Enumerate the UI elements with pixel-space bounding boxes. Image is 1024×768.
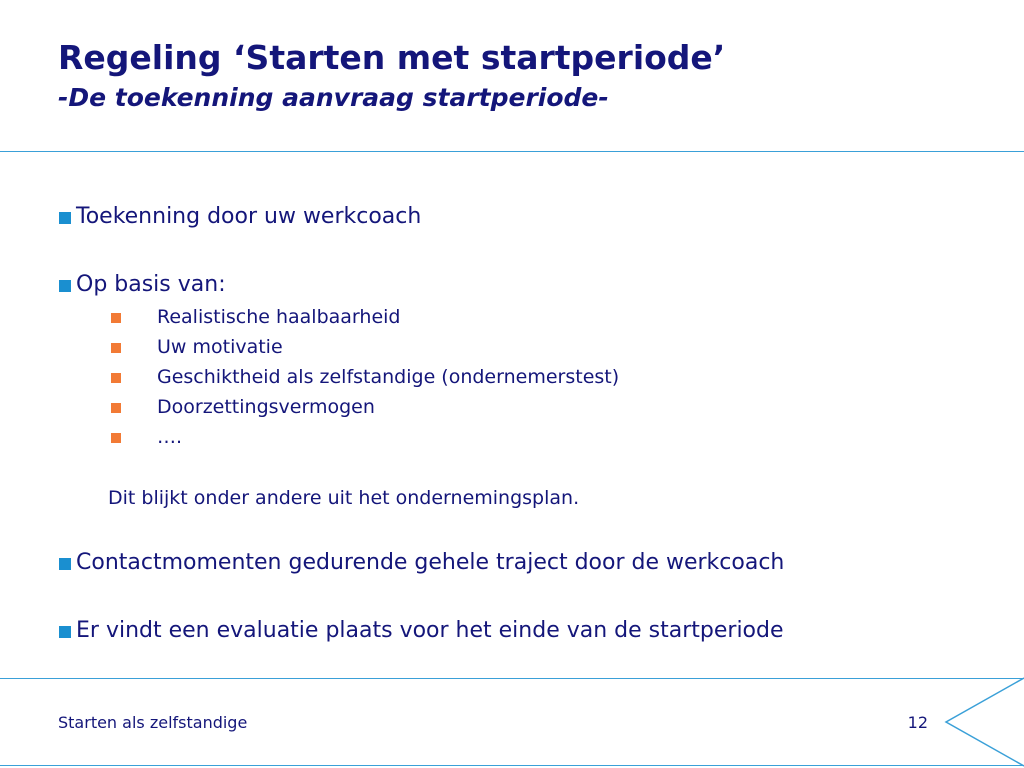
square-bullet-icon [111, 403, 121, 413]
bottom-border [0, 765, 1024, 766]
slide-subtitle: -De toekenning aanvraag startperiode- [58, 83, 609, 112]
page-number: 12 [907, 713, 928, 732]
chevron-left-icon [940, 676, 1024, 768]
sub-bullet-text: …. [157, 426, 183, 448]
spacer [58, 452, 998, 483]
square-bullet-icon [59, 212, 71, 224]
bullet-text: Op basis van: [76, 272, 226, 297]
bullet-item [58, 614, 998, 648]
bullet-text: Er vindt een evaluatie plaats voor het einde van de startperiode [76, 618, 784, 643]
square-bullet-icon [59, 280, 71, 292]
sub-bullet-text: Geschiktheid als zelfstandige (ondernemerstest) [157, 366, 620, 388]
square-bullet-icon [111, 433, 121, 443]
bullet-item [58, 546, 998, 580]
footer-title: Starten als zelfstandige [58, 713, 248, 732]
square-bullet-icon [111, 373, 121, 383]
bullet-text: Toekenning door uw werkcoach [76, 204, 422, 229]
sub-bullet-list [58, 302, 998, 452]
square-bullet-icon [111, 313, 121, 323]
slide-title: Regeling ‘Starten met startperiode’ [58, 38, 726, 77]
spacer [58, 580, 998, 614]
sub-bullet-item [58, 332, 998, 362]
square-bullet-icon [59, 626, 71, 638]
square-bullet-icon [111, 343, 121, 353]
sub-bullet-item [58, 392, 998, 422]
spacer [58, 513, 998, 546]
bullet-item [58, 268, 998, 302]
spacer [58, 234, 998, 268]
bullet-text: Contactmomenten gedurende gehele traject door de werkcoach [76, 550, 785, 575]
footer-divider [0, 678, 1024, 679]
sub-bullet-text: Doorzettingsvermogen [157, 396, 375, 418]
sub-bullet-text: Uw motivatie [157, 336, 283, 358]
sub-bullet-item [58, 422, 998, 452]
square-bullet-icon [59, 558, 71, 570]
bullet-note: Dit blijkt onder andere uit het ondernemingsplan. [108, 487, 580, 509]
slide-body [58, 200, 998, 648]
sub-bullet-item [58, 302, 998, 332]
bullet-item [58, 200, 998, 234]
sub-bullet-text: Realistische haalbaarheid [157, 306, 401, 328]
sub-bullet-item [58, 362, 998, 392]
header-divider [0, 151, 1024, 152]
